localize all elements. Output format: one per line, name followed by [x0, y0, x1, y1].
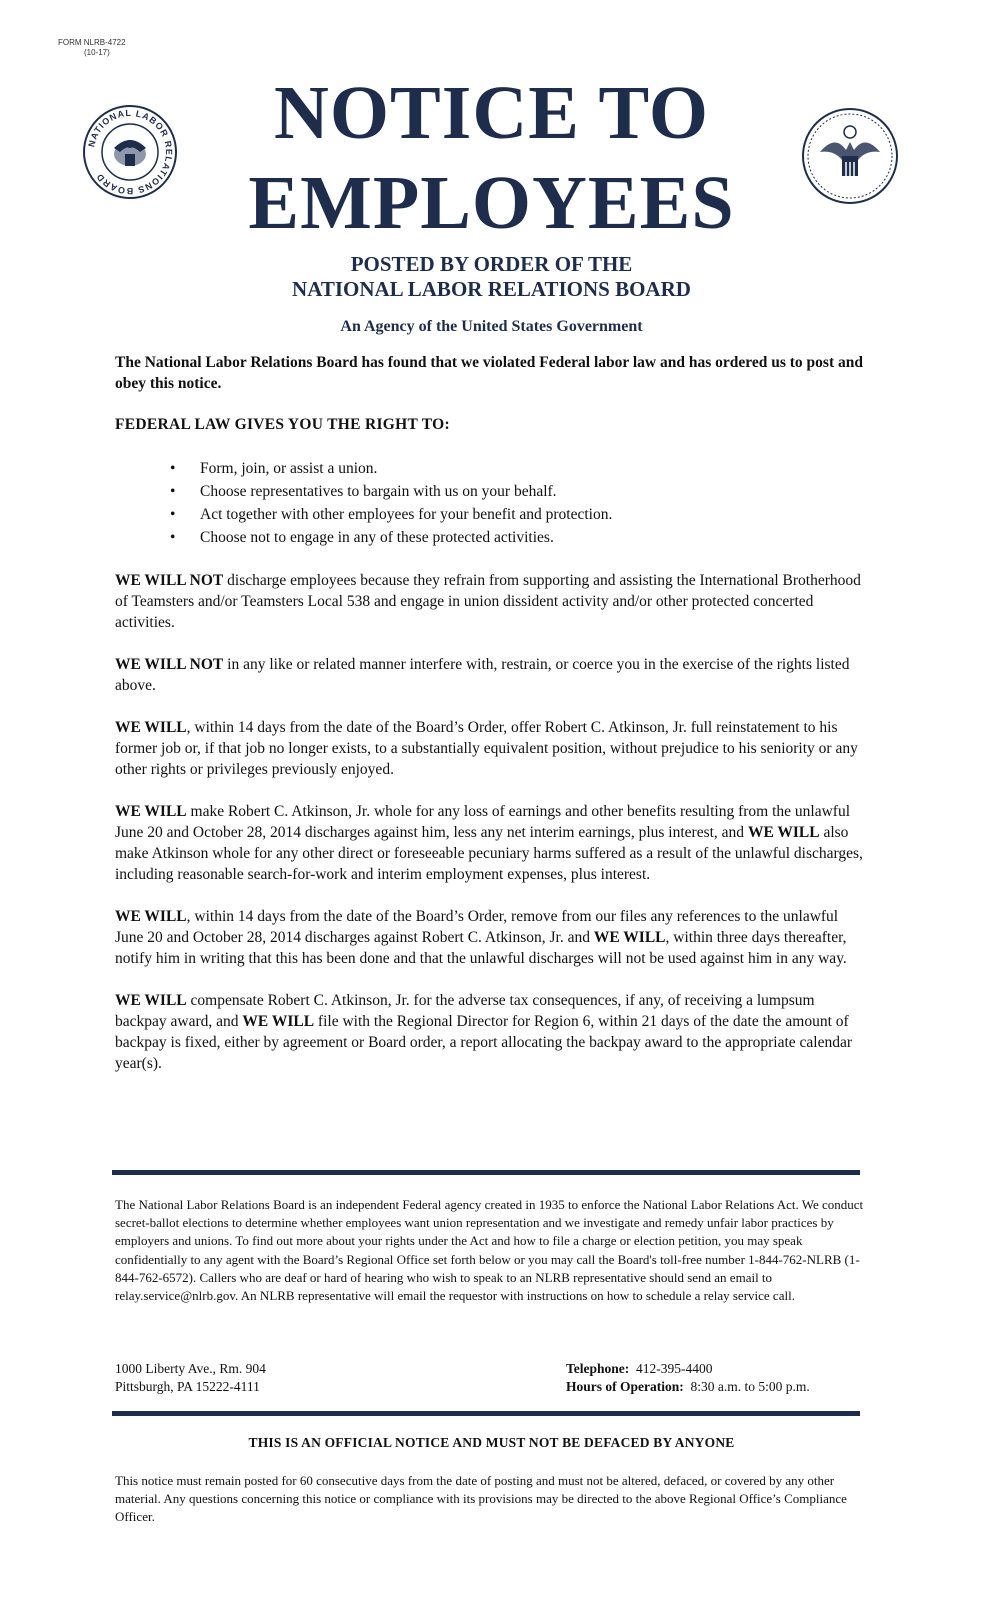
- posted-by: [0, 252, 983, 302]
- remedy-paragraph-1: [115, 570, 865, 633]
- notice-body: [115, 352, 865, 1074]
- right-text: Act together with other employees for your benefit and protection.: [200, 506, 613, 523]
- remedy-paragraph-3: [115, 717, 865, 780]
- address-line-1: 1000 Liberty Ave., Rm. 904: [115, 1361, 266, 1376]
- bullet-icon: •: [170, 483, 176, 500]
- nlrb-about: The National Labor Relations Board is an independent Federal agency created in 1935 to enforce the National Labor Relations Act. We conduct secret-ballot elections to determine whether employees want union representation and we investigate and remedy unfair labor practices by employers and unions. To find out more about your rights under the Act and how to file a charge or election petition, you may speak confidentially to any agent with the Board’s Regional Office set forth below or you may call the Board's toll-free number 1-844-762-NLRB (1-844-762-6572). Callers who are deaf or hard of hearing who wish to speak to an NLRB representative should send an email to relay.service@nlrb.gov. An NLRB representative will email the requestor with instructions on how to schedule a relay service call.: [115, 1197, 864, 1304]
- seal-left-caption: NATIONAL LABOR RELATIONS BOARD: [86, 107, 175, 197]
- remedy-text: file with the Regional Director for Region 6, within 21 days of the date the amount of backpay is fixed, either by agreement or Board order, a report allocating the backpay award to the appropriate calendar year(s).: [115, 1013, 853, 1072]
- remedy-lead: WE WILL: [115, 908, 187, 925]
- form-revision: (10-17): [84, 48, 110, 57]
- official-notice-warning: THIS IS AN OFFICIAL NOTICE AND MUST NOT BE DEFACED BY ANYONE: [248, 1435, 735, 1450]
- page-title: [0, 68, 983, 248]
- remedy-lead: WE WILL: [115, 803, 187, 820]
- hours-label: Hours of Operation:: [566, 1379, 684, 1394]
- remedy-text: make Robert C. Atkinson, Jr. whole for any loss of earnings and other benefits resulting from the unlawful June 20 and October 28, 2014 discharges against him, less any net interim earnings, plus interest, and: [115, 803, 851, 841]
- remedy-text: compensate Robert C. Atkinson, Jr. for the adverse tax consequences, if any, of receiving a lumpsum backpay award, and: [115, 992, 815, 1030]
- posted-line-1: POSTED BY ORDER OF THE: [350, 252, 633, 276]
- remedy-paragraph-2: [115, 654, 865, 696]
- remedy-paragraph-6: [115, 990, 865, 1074]
- regional-office-address: [115, 1360, 266, 1396]
- posting-terms: This notice must remain posted for 60 consecutive days from the date of posting and must not be altered, defaced, or covered by any other material. Any questions concerning this notice or compliance with its provisions may be directed to the above Regional Office’s Compliance Officer.: [115, 1473, 847, 1525]
- remedy-lead: WE WILL: [115, 992, 187, 1009]
- remedy-lead: WE WILL: [593, 929, 666, 946]
- remedy-text: in any like or related manner interfere with, restrain, or coerce you in the exercise of the rights listed above.: [115, 656, 850, 694]
- remedy-paragraph-4: [115, 801, 865, 885]
- remedy-lead: WE WILL: [242, 1013, 315, 1030]
- remedy-lead: WE WILL NOT: [115, 656, 224, 673]
- remedy-text: , within 14 days from the date of the Board’s Order, remove from our files any references to the unlawful June 20 and October 28, 2014 discharges against Robert C. Atkinson, Jr. and: [115, 908, 839, 946]
- title-line-2: EMPLOYEES: [248, 161, 735, 245]
- regional-office-contact: [566, 1360, 810, 1396]
- telephone-row: [566, 1360, 810, 1378]
- remedy-text: discharge employees because they refrain from supporting and assisting the International Brotherhood of Teamsters and/or Teamsters Local 538 and engage in union dissident activity and/or other protected concerted activities.: [115, 572, 861, 631]
- bullet-icon: •: [170, 529, 176, 546]
- address-line-2: Pittsburgh, PA 15222-4111: [115, 1379, 260, 1394]
- form-number: [58, 38, 126, 58]
- list-item: [170, 480, 865, 503]
- telephone-label: Telephone:: [566, 1361, 630, 1376]
- telephone-number: 412-395-4400: [636, 1361, 713, 1376]
- remedy-text: , within 14 days from the date of the Board’s Order, offer Robert C. Atkinson, Jr. full reinstatement to his former job or, if that job no longer exists, to a substantially equivalent position, without prejudice to his seniority or any other rights or privileges previously enjoyed.: [115, 719, 858, 778]
- right-text: Choose not to engage in any of these protected activities.: [200, 529, 554, 546]
- remedy-lead: WE WILL: [115, 719, 187, 736]
- posted-line-2: NATIONAL LABOR RELATIONS BOARD: [292, 277, 691, 301]
- bullet-icon: •: [170, 460, 176, 477]
- remedy-lead: WE WILL: [747, 824, 820, 841]
- remedy-lead: WE WILL NOT: [115, 572, 224, 589]
- title-line-1: NOTICE TO: [274, 71, 709, 155]
- list-item: [170, 526, 865, 549]
- agency-subtitle: An Agency of the United States Government: [340, 318, 643, 335]
- remedy-text: , within three days thereafter, notify him in writing that this has been done and that the unlawful discharges will not be used against him in any way.: [115, 929, 847, 967]
- right-text: Form, join, or assist a union.: [200, 460, 378, 477]
- form-number-text: FORM NLRB-4722: [58, 38, 126, 47]
- rights-list: [170, 457, 865, 549]
- rights-heading: FEDERAL LAW GIVES YOU THE RIGHT TO:: [115, 416, 450, 433]
- intro-statement: The National Labor Relations Board has found that we violated Federal labor law and has ordered us to post and obey this notice.: [115, 354, 863, 392]
- divider: [112, 1170, 860, 1175]
- list-item: [170, 457, 865, 480]
- remedy-paragraph-5: [115, 906, 865, 969]
- hours-value: 8:30 a.m. to 5:00 p.m.: [690, 1379, 810, 1394]
- remedy-text: also make Atkinson whole for any other direct or foreseeable pecuniary harms suffered as a result of the unlawful discharges, including reasonable search-for-work and interim employment expenses, plus interest.: [115, 824, 863, 883]
- list-item: [170, 503, 865, 526]
- bullet-icon: •: [170, 506, 176, 523]
- divider: [112, 1411, 860, 1416]
- hours-row: [566, 1378, 810, 1396]
- right-text: Choose representatives to bargain with us on your behalf.: [200, 483, 557, 500]
